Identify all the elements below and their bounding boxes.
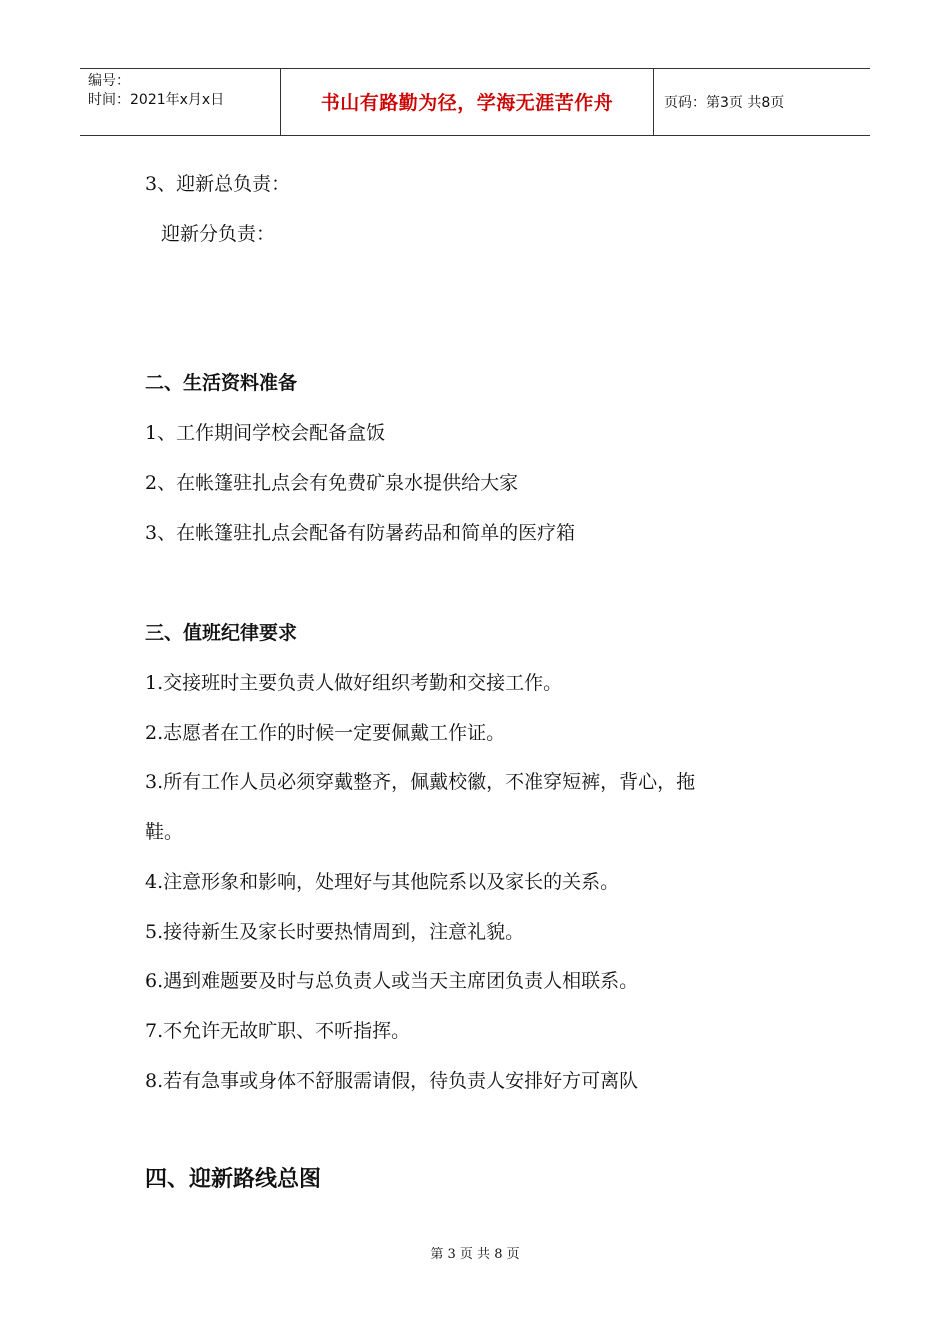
serial-label: 编号： [88,73,130,89]
section-2-item: 1、工作期间学校会配备盒饭 [145,422,386,444]
lead-general-manager: 3、迎新总负责： [145,173,291,195]
header-left-cell [80,69,281,135]
page-footer: 第 3 页 共 8 页 [430,1247,520,1262]
section-3-item: 4.注意形象和影响，处理好与其他院系以及家长的关系。 [145,871,620,893]
section-2-title: 二、生活资料准备 [145,372,298,394]
section-3-item: 1.交接班时主要负责人做好组织考勤和交接工作。 [145,672,563,694]
section-2-item: 3、在帐篷驻扎点会配备有防暑药品和简单的医疗箱 [145,522,576,544]
section-3-item: 6.遇到难题要及时与总负责人或当天主席团负责人相联系。 [145,970,639,992]
section-3-item: 8.若有急事或身体不舒服需请假，待负责人安排好方可离队 [145,1070,639,1092]
section-3-item: 3.所有工作人员必须穿戴整齐，佩戴校徽，不准穿短裤，背心，拖 [145,771,696,793]
lead-sub-manager: 迎新分负责： [161,223,276,245]
section-4-title: 四、迎新路线总图 [145,1166,322,1192]
section-3-title: 三、值班纪律要求 [145,622,298,644]
page-header [80,68,870,136]
section-2-item: 2、在帐篷驻扎点会有免费矿泉水提供给大家 [145,472,519,494]
header-page-info: 页码：第3页 共8页 [664,95,785,111]
header-motto: 书山有路勤为径，学海无涯苦作舟 [281,69,654,135]
date-text: 时间：2021年x月x日 [88,92,225,108]
section-3-item-continued: 鞋。 [145,821,184,843]
section-3-item: 7.不允许无故旷职、不听指挥。 [145,1020,411,1042]
section-3-item: 5.接待新生及家长时要热情周到，注意礼貌。 [145,921,525,943]
section-3-item: 2.志愿者在工作的时候一定要佩戴工作证。 [145,722,506,744]
